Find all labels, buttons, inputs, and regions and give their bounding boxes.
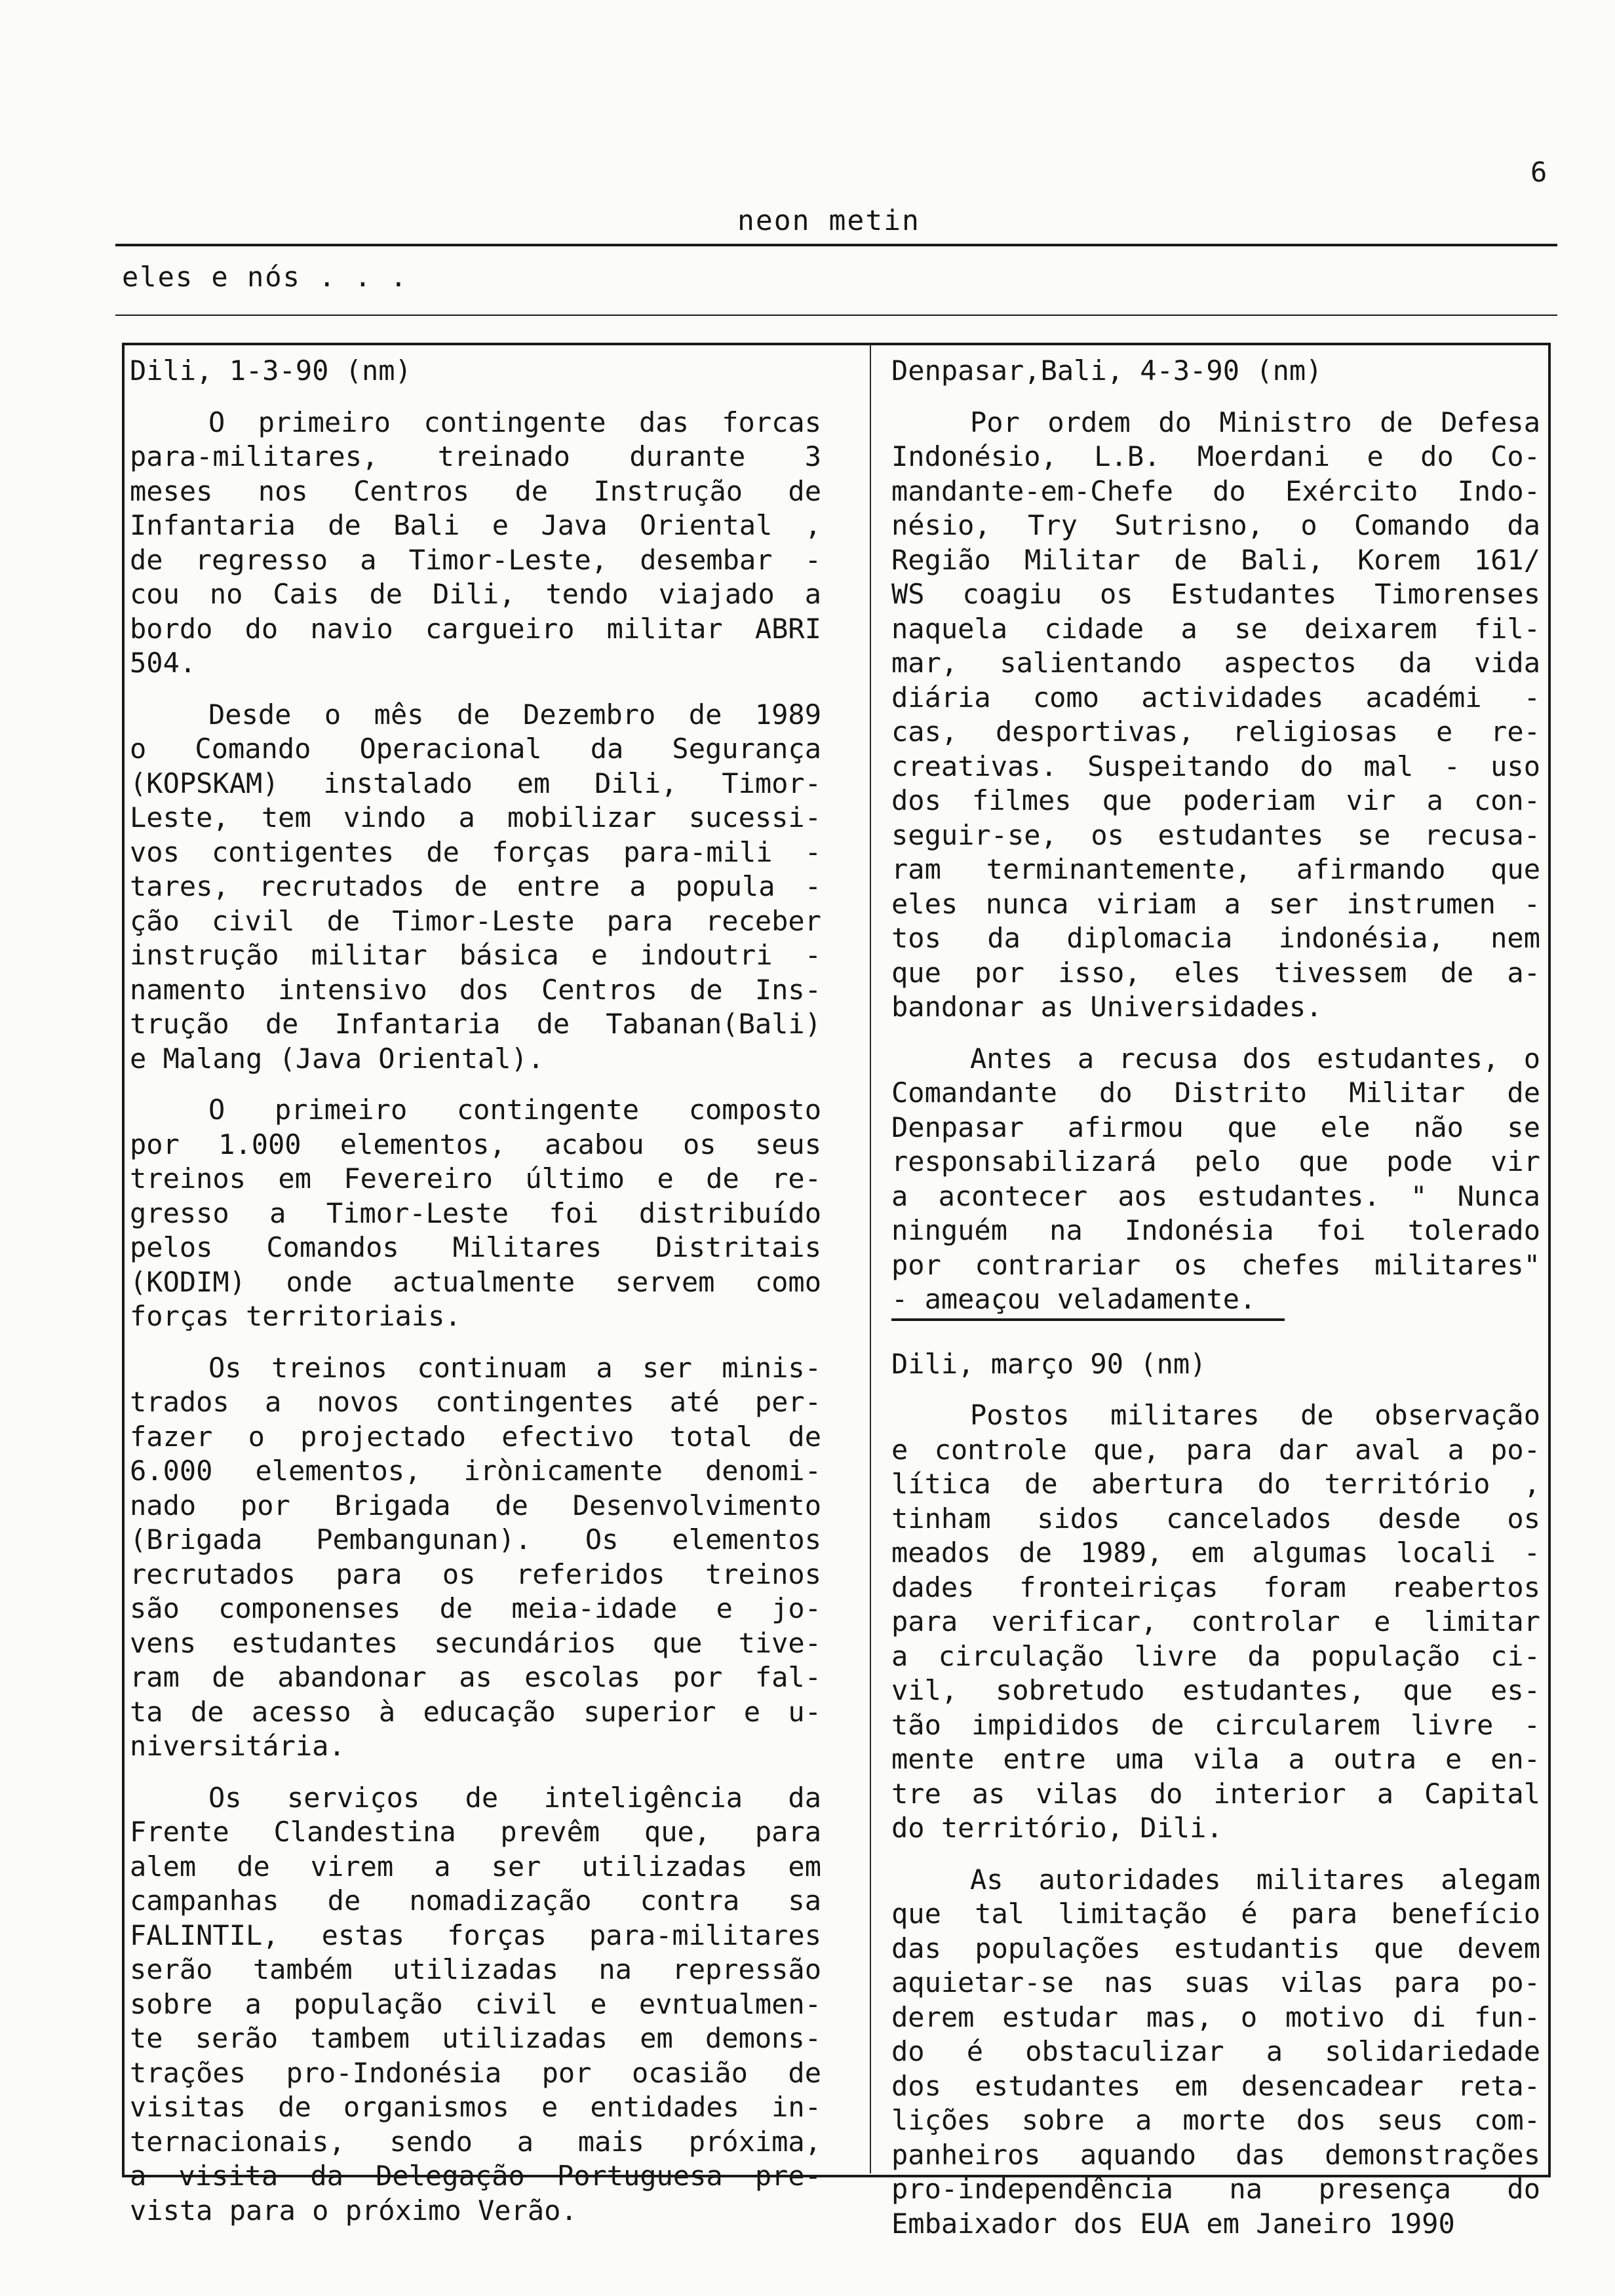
text-line: ção civil de Timor-Leste para receber [130, 904, 821, 937]
text-line: mandante-em-Chefe do Exército Indo- [891, 474, 1540, 507]
text-line: fazer o projectado efectivo total de [130, 1420, 821, 1453]
header-title: neon metin [737, 204, 920, 237]
page-number: 6 [1530, 156, 1547, 188]
dateline [891, 354, 1540, 389]
left-column [130, 354, 821, 2228]
text-line: Dili, março 90 (nm) [891, 1347, 1207, 1380]
text-line: 6.000 elementos, irònicamente denomi- [130, 1455, 821, 1487]
text-line: ninguém na Indonésia foi tolerado [891, 1214, 1540, 1246]
text-line: que por isso, eles tivessem de a- [891, 956, 1540, 989]
text-line: trações pro-Indonésia por ocasião de [130, 2056, 821, 2089]
text-line: ternacionais, sendo a mais próxima, [130, 2125, 821, 2158]
text-line: campanhas de nomadização contra sa [130, 1885, 821, 1917]
text-line: Região Militar de Bali, Korem 161/ [891, 543, 1540, 576]
text-line: - ameaçou veladamente. [891, 1283, 1256, 1315]
text-line: tares, recrutados de entre a popula - [130, 870, 821, 902]
text-line: bordo do navio cargueiro militar ABRI [130, 612, 821, 645]
text-line: para-militares, treinado durante 3 [130, 440, 821, 472]
text-line: derem estudar mas, o motivo di fun- [891, 2000, 1540, 2033]
text-line: Comandante do Distrito Militar de [891, 1077, 1540, 1109]
text-line: o Comando Operacional da Segurança [130, 733, 821, 765]
article-paragraph [891, 1863, 1540, 2242]
text-line: meses nos Centros de Instrução de [130, 474, 821, 507]
text-line: e Malang (Java Oriental). [130, 1042, 545, 1075]
text-line: tre as vilas do interior a Capital [891, 1777, 1540, 1810]
text-line: do é obstaculizar a solidariedade [891, 2035, 1540, 2067]
article-paragraph [130, 406, 821, 681]
article-paragraph [891, 406, 1540, 1025]
text-line: forças territoriais. [130, 1300, 461, 1332]
text-line: niversitária. [130, 1730, 345, 1762]
right-column [891, 354, 1540, 2241]
text-line: (KODIM) onde actualmente servem como [130, 1265, 821, 1298]
text-line: ta de acesso à educação superior e u- [130, 1695, 821, 1728]
text-line: pro-independência na presença do [891, 2173, 1540, 2205]
text-line: Os serviços de inteligência da [208, 1781, 821, 1814]
text-line: Indonésio, L.B. Moerdani e do Co- [891, 440, 1540, 472]
text-line: Frente Clandestina prevêm que, para [130, 1816, 821, 1848]
text-line: nado por Brigada de Desenvolvimento [130, 1489, 821, 1521]
text-line: Denpasar,Bali, 4-3-90 (nm) [891, 354, 1323, 387]
text-line: Denpasar afirmou que ele não se [891, 1111, 1540, 1143]
text-line: meados de 1989, em algumas locali - [891, 1537, 1540, 1569]
text-line: (Brigada Pembangunan). Os elementos [130, 1523, 821, 1556]
text-line: visitas de organismos e entidades in- [130, 2091, 821, 2123]
text-line: serão também utilizadas na repressão [130, 1953, 821, 1985]
article-paragraph [130, 698, 821, 1077]
text-line: O primeiro contingente composto [208, 1094, 821, 1126]
text-line: vil, sobretudo estudantes, que es- [891, 1674, 1540, 1706]
text-line: dos estudantes em desencadear reta- [891, 2069, 1540, 2102]
text-line: Embaixador dos EUA em Janeiro 1990 [891, 2207, 1455, 2240]
text-line: vista para o próximo Verão. [130, 2194, 577, 2227]
text-line: por 1.000 elementos, acabou os seus [130, 1128, 821, 1160]
text-line: eles nunca viriam a ser instrumen - [891, 887, 1540, 920]
text-line: responsabilizará pelo que pode vir [891, 1145, 1540, 1177]
text-line: panheiros aquando das demonstrações [891, 2138, 1540, 2171]
text-line: Postos militares de observação [970, 1399, 1540, 1431]
article-paragraph [130, 1781, 821, 2229]
dateline [891, 1347, 1540, 1382]
text-line: diária como actividades académi - [891, 681, 1540, 714]
text-line: Antes a recusa dos estudantes, o [970, 1042, 1540, 1075]
text-line: Por ordem do Ministro de Defesa [970, 406, 1540, 438]
text-line: a visita da Delegação Portuguesa pre- [130, 2160, 821, 2192]
text-line: a acontecer aos estudantes. " Nunca [891, 1179, 1540, 1212]
text-line: pelos Comandos Militares Distritais [130, 1231, 821, 1263]
text-line: seguir-se, os estudantes se recusa- [891, 818, 1540, 851]
text-line: tão impididos de circularem livre - [891, 1708, 1540, 1741]
text-line: são componenses de meia-idade e jo- [130, 1592, 821, 1624]
text-line: As autoridades militares alegam [970, 1863, 1540, 1896]
text-line: Leste, tem vindo a mobilizar sucessi- [130, 801, 821, 833]
text-line: alem de virem a ser utilizadas em [130, 1850, 821, 1883]
column-divider [870, 345, 871, 2173]
text-line: gresso a Timor-Leste foi distribuído [130, 1196, 821, 1229]
text-line: Os treinos continuam a ser minis- [208, 1351, 821, 1384]
article-paragraph [130, 1093, 821, 1334]
text-line: naquela cidade a se deixarem fil- [891, 612, 1540, 645]
text-line: tinham sidos cancelados desde os [891, 1502, 1540, 1535]
text-line: vos contigentes de forças para-mili - [130, 835, 821, 868]
text-line: mar, salientando aspectos da vida [891, 647, 1540, 679]
quote-underline [891, 1318, 1285, 1321]
text-line: WS coagiu os Estudantes Timorenses [891, 578, 1540, 610]
text-line: creativas. Suspeitando do mal - uso [891, 750, 1540, 782]
text-line: treinos em Fevereiro último e de re- [130, 1162, 821, 1195]
text-line: por contrariar os chefes militares" [891, 1248, 1540, 1281]
article-paragraph [130, 1351, 821, 1764]
text-line: ram de abandonar as escolas por fal- [130, 1661, 821, 1693]
text-line: e controle que, para dar aval a po- [891, 1433, 1540, 1466]
text-line: cou no Cais de Dili, tendo viajado a [130, 578, 821, 610]
text-line: para verificar, controlar e limitar [891, 1605, 1540, 1637]
text-line: trados a novos contingentes até per- [130, 1386, 821, 1418]
section-label: eles e nós . . . [122, 261, 408, 293]
text-line: de regresso a Timor-Leste, desembar - [130, 543, 821, 576]
text-line: a circulação livre da população ci- [891, 1639, 1540, 1672]
section-rule [115, 315, 1557, 316]
text-line: te serão tambem utilizadas em demons- [130, 2022, 821, 2054]
text-line: instrução militar básica e indoutri - [130, 939, 821, 971]
text-line: dades fronteiriças foram reabertos [891, 1571, 1540, 1603]
text-line: Dili, 1-3-90 (nm) [130, 354, 412, 387]
text-line: namento intensivo dos Centros de Ins- [130, 973, 821, 1006]
text-line: do território, Dili. [891, 1812, 1223, 1844]
text-line: (KOPSKAM) instalado em Dili, Timor- [130, 767, 821, 799]
text-line: lítica de abertura do território , [891, 1468, 1540, 1500]
text-line: FALINTIL, estas forças para-militares [130, 1919, 821, 1951]
text-line: 504. [130, 647, 197, 679]
text-line: trução de Infantaria de Tabanan(Bali) [130, 1008, 821, 1040]
text-line: tos da diplomacia indonésia, nem [891, 922, 1540, 954]
text-line: bandonar as Universidades. [891, 991, 1323, 1023]
text-line: recrutados para os referidos treinos [130, 1558, 821, 1590]
dateline [130, 354, 821, 389]
article-paragraph [891, 1042, 1540, 1317]
text-line: sobre a população civil e evntualmen- [130, 1987, 821, 2020]
text-line: lições sobre a morte dos seus com- [891, 2104, 1540, 2136]
text-line: que tal limitação é para benefício [891, 1898, 1540, 1930]
text-line: ram terminantemente, afirmando que [891, 853, 1540, 885]
text-line: cas, desportivas, religiosas e re- [891, 716, 1540, 748]
text-line: das populações estudantis que devem [891, 1932, 1540, 1964]
text-line: O primeiro contingente das forcas [208, 406, 821, 438]
text-line: nésio, Try Sutrisno, o Comando da [891, 509, 1540, 541]
article-paragraph [891, 1398, 1540, 1846]
text-line: Infantaria de Bali e Java Oriental , [130, 509, 821, 541]
text-line: mente entre uma vila a outra e en- [891, 1743, 1540, 1775]
header-rule [115, 244, 1557, 246]
text-line: dos filmes que poderiam vir a con- [891, 784, 1540, 816]
text-line: Desde o mês de Dezembro de 1989 [208, 698, 821, 731]
text-line: aquietar-se nas suas vilas para po- [891, 1966, 1540, 1999]
text-line: vens estudantes secundários que tive- [130, 1626, 821, 1659]
